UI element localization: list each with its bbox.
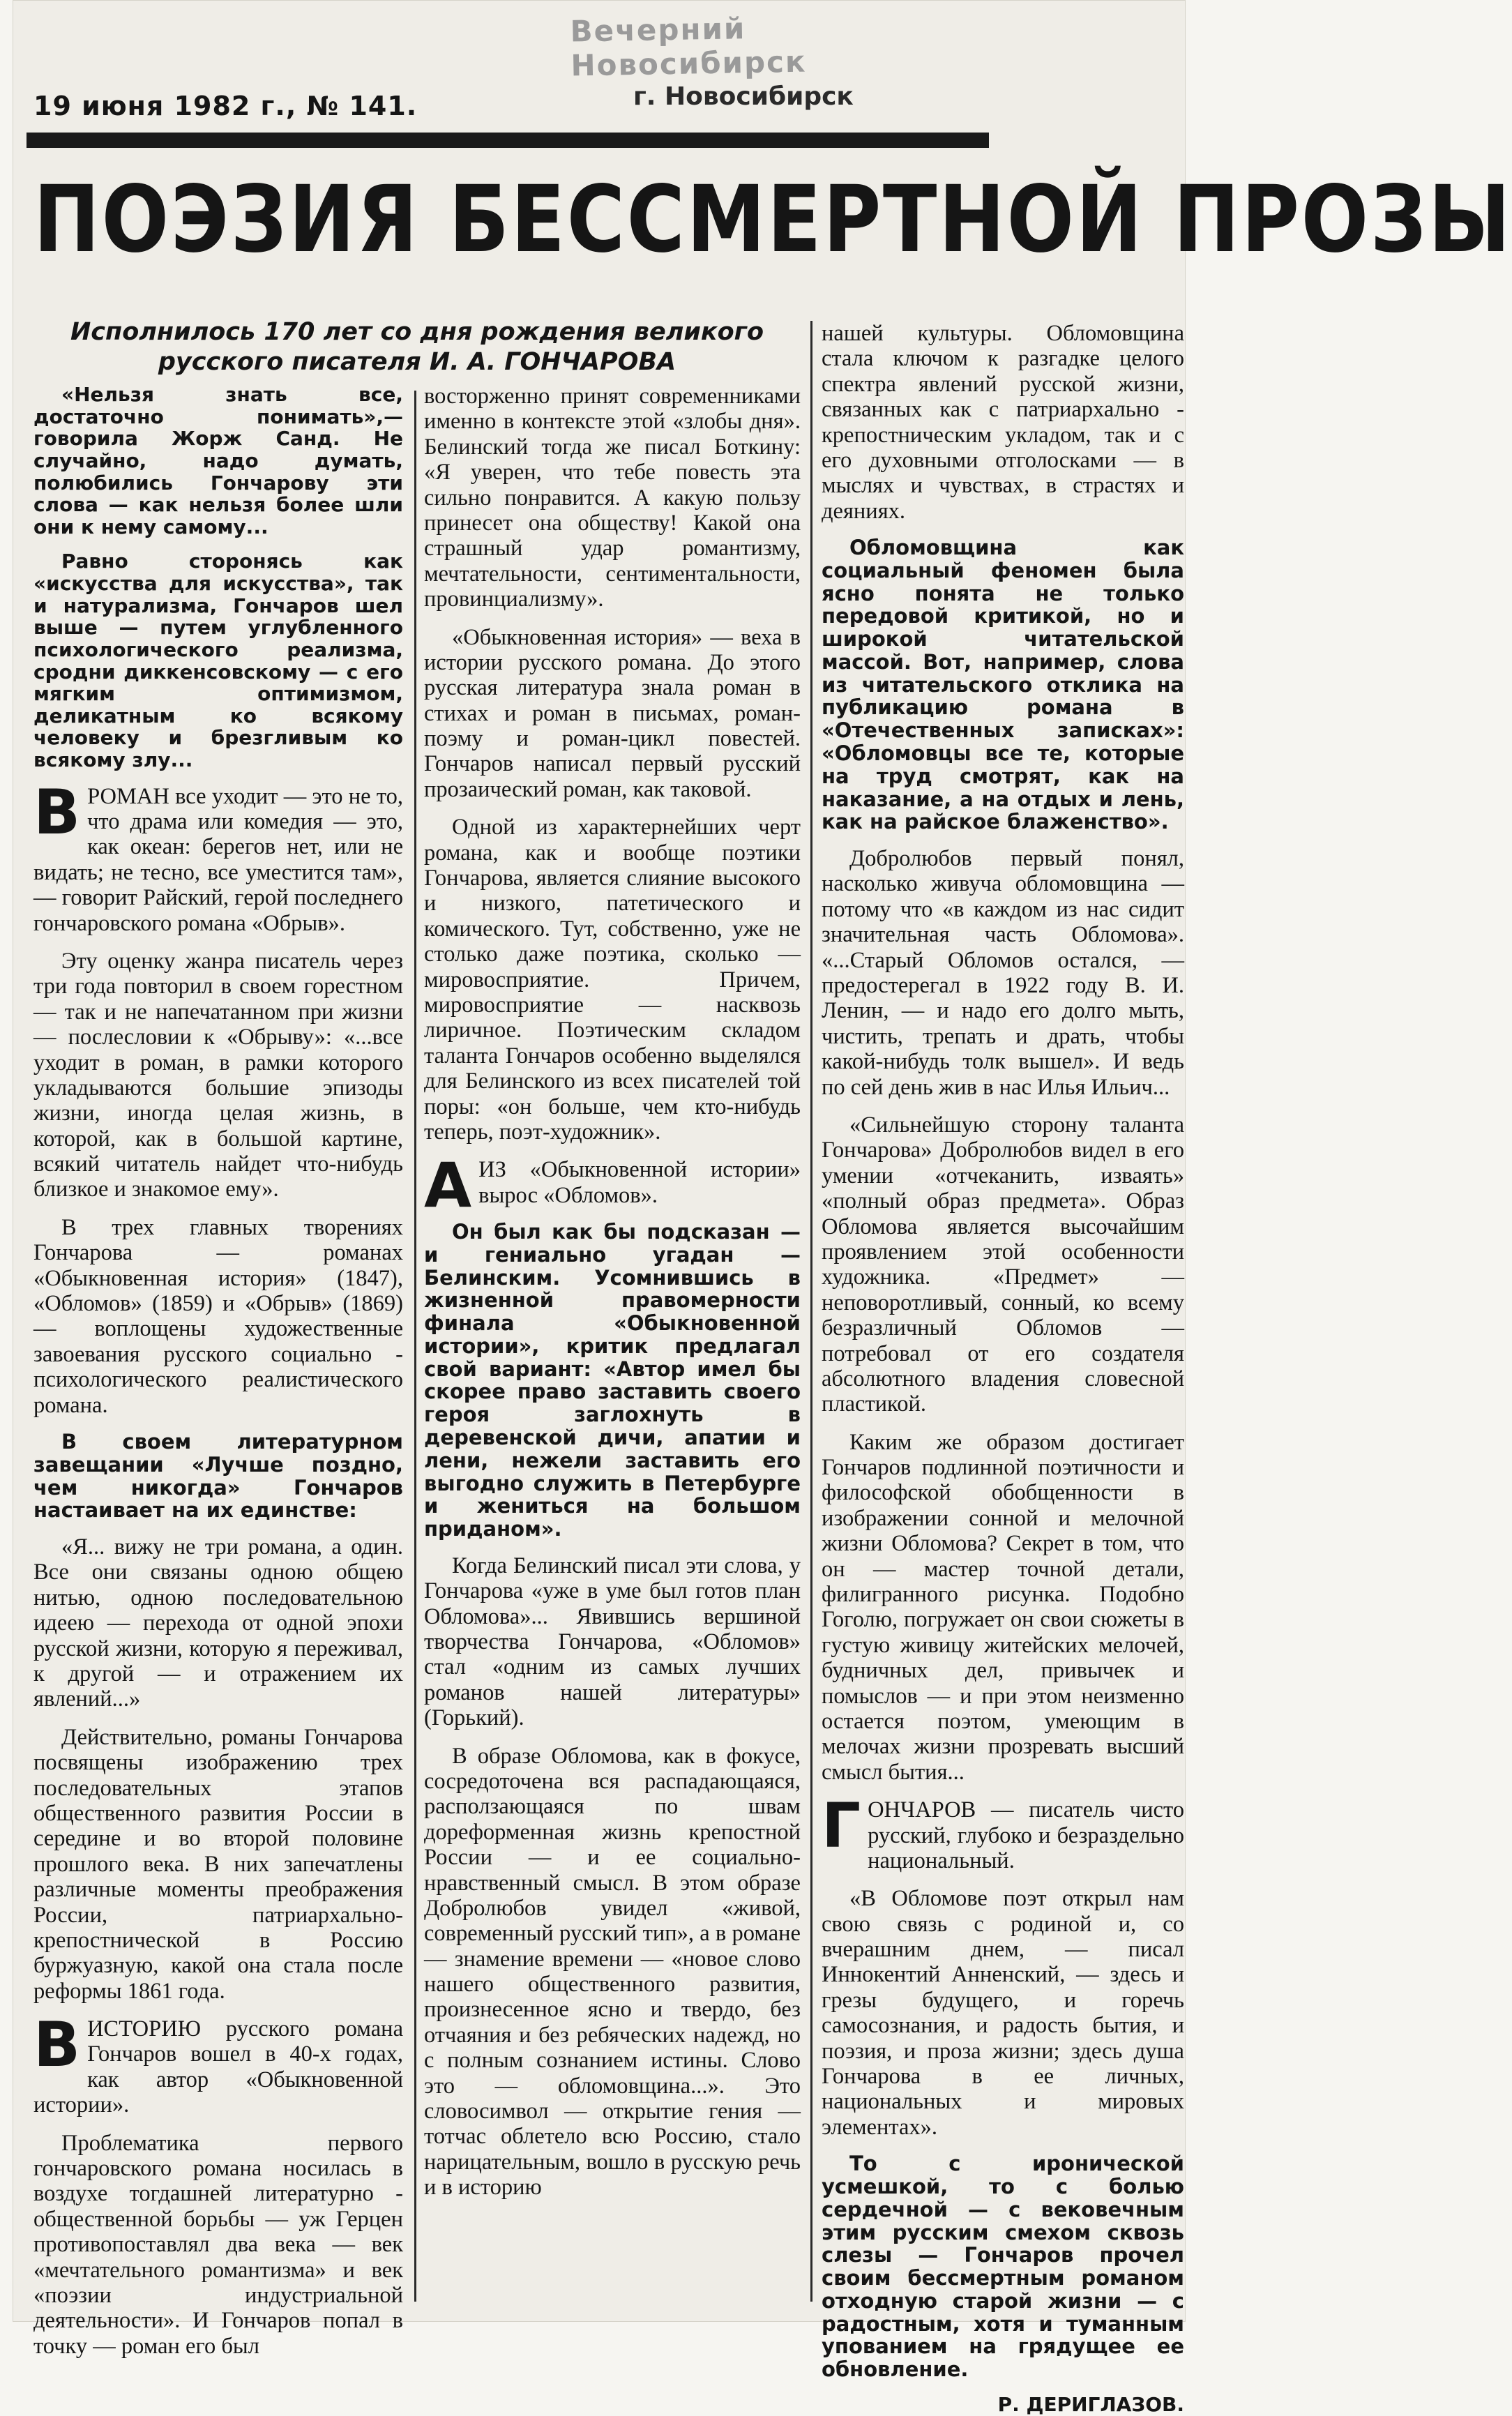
newspaper-stamp [570,11,933,111]
dateline: 19 июня 1982 г., № 141. [33,91,418,121]
header-rule [27,133,989,148]
paragraph: «Я... вижу не три романа, а один. Все они связаны одною общею нитью, одною последовательною идеею — перехода от одной эпохи русской жизни, которую я переживал, к другой — и отражением их явлений...» [33,1534,403,1712]
paragraph: Каким же образом достигает Гончаров подлинной поэтичности и философской обобщенности в изображении сонной и мелочной жизни Обломова? Секрет в том, что он — мастер точной детали, филигранного рисунка. Подобно Гоголю, погружает он свои сюжеты в густую живицу житейских мелочей, будничных дел, привычек и помыслов — и при этом неизменно остается поэтом, умеющим в мелочах жизни прозревать высший смысл бытия... [822,1429,1184,1785]
paragraph [424,1149,801,1222]
paragraph-text: РОМАН все уходит — это не то, что драма или комедия — это, как океан: берегов нет, или не видать; не тесно, все уместится там», — говорит Райский, герой последнего гончаровского романа «Обрыв». [33,783,403,936]
intro [33,384,403,771]
paragraph-text: ОНЧАРОВ — писатель чисто русский, глубоко и безраздельно национальный. [868,1797,1184,1873]
paragraph: «Сильнейшую сторону таланта Гончарова» Добролюбов видел в его умении «отчеканить, изваять» «полный образ предмета». Образ Обломова является высочайшим проявлением этой особенности художника. «Предмет» — неповоротливый, сонный, ко всему безразличный Обломов — потребовал от его создателя абсолютного владения словесной пластикой. [822,1112,1184,1417]
paragraph: В своем литературном завещании «Лучше поздно, чем никогда» Гончаров настаивает на их единстве: [33,1430,403,1523]
newspaper-clipping [13,0,1512,2416]
stamp-city: г. Новосибирск [633,82,854,111]
paragraph-text: ИСТОРИЮ русского романа Гончаров вошел в 40-х годах, как автор «Обыкновенной истории». [33,2016,403,2118]
drop-cap: В [33,776,81,848]
paragraph [822,1790,1184,1873]
paragraph: Действительно, романы Гончарова посвящены изображению трех последовательных этапов общественного развития России в середине и во второй половине прошлого века. В них запечатлены различные моменты преображения России, патриархально-крепостнической в Россию буржуазную, какой она стала после реформы 1861 года. [33,1724,403,2004]
paragraph: Добролюбов первый понял, насколько живуча обломовщина — потому что «в каждом из нас сидит значительная часть Обломова». «...Старый Обломов остался, — предостерегал в 1922 году В. И. Ленин, — и надо его долго мыть, чистить, трепать и драть, чтобы какой-нибудь толк вышел». И ведь по сей день жив в нас Илья Ильич... [822,846,1184,1100]
intro-paragraph: Равно сторонясь как «искусства для искусства», так и натурализма, Гончаров шел выше — путем углубленного психологического реализма, сродни диккенсовскому — с его мягким оптимизмом, деликатным ко всякому человеку и брезгливым ко всякому злу... [33,550,403,771]
paragraph: В образе Обломова, как в фокусе, сосредоточена вся распадающаяся, расползающаяся по швам дореформенная жизнь крепостной России — и ее социально-нравственный смысл. В этом образе Добролюбов увидел «живой, современный русский тип», а в романе — знамение времени — «новое слово нашего общественного развития, произнесенное ясно и твердо, без отчаяния и без ребяческих надежд, но с полным сознанием истины. Слово это — обломовщина...». Это словосимвол — открытие гения — тотчас облетело всю Россию, стало нарицательным, вошло в русскую речь и в историю [424,1743,801,2200]
paragraph: Проблематика первого гончаровского романа носилась в воздухе тогдашней литературно - общественной борьбы — уж Герцен противопоставлял два века — век «мечтательного романтизма» и век «поэзии индустриальной деятельности». И Гончаров попал в точку — роман его был [33,2130,403,2359]
paragraph: В трех главных творениях Гончарова — романах «Обыкновенная история» (1847), «Обломов» (1859) и «Обрыв» (1869) — воплощены художественные завоевания русского социально - психологического реалистического романа. [33,1214,403,1418]
paragraph: То с иронической усмешкой, то с болью сердечной — с вековечным этим русским смехом сквозь слезы — Гончаров прочел своим бессмертным романом отходную старой жизни — с радостным, хотя и туманным упованием на грядущее ее обновление. [822,2152,1184,2382]
column-1 [33,307,403,2359]
stamp-newspaper-name: Вечерний Новосибирск [570,11,807,83]
column-3 [822,321,1184,2416]
paragraph: восторженно принят современниками именно в контексте этой «злобы дня». Белинский тогда же писал Боткину: «Я уверен, что тебе повесть эта сильно понравится. А какую пользу принесет она обществу! Какой она страшный удар романтизму, мечтательности, сентиментальности, провинциализму». [424,384,801,612]
headline: ПОЭЗИЯ БЕССМЕРТНОЙ ПРОЗЫ [33,166,1512,273]
drop-cap: Г [822,1790,861,1862]
author-signature: Р. ДЕРИГЛАЗОВ. [997,2392,1184,2416]
drop-cap: В [33,2009,81,2081]
paragraph-text: ИЗ «Обыкновенной истории» вырос «Обломов». [478,1157,801,1208]
paragraph: нашей культуры. Обломовщина стала ключом к разгадке целого спектра явлений русской жизни, связанных как с патриархально - крепостническим укладом, так и с его духовными отголосками — в мыслях и чувствах, в страстях и деяниях. [822,321,1184,524]
paragraph [33,2009,403,2118]
subhead: Исполнилось 170 лет со дня рождения великого русского писателя И. А. ГОНЧАРОВА [70,318,764,376]
paragraph: Когда Белинский писал эти слова, у Гончарова «уже в уме был готов план Обломова»... Явившись вершиной творчества Гончарова, «Обломов» стал «одним из самых лучших романов нашей литературы» (Горький). [424,1553,801,1731]
article-body [33,307,1191,2416]
column-divider [810,321,812,2302]
paragraph [33,776,403,936]
paragraph: Обломовщина как социальный феномен была ясно понята не только передовой критикой, но и широкой читательской массой. Вот, например, слова из читательского отклика на публикацию романа в «Отечественных записках»: «Обломовцы все те, которые на труд смотрят, как на наказание, а на отдых и лень, как на райское блаженство». [822,536,1184,834]
column-divider [414,391,416,2302]
paragraph: Он был как бы подсказан — и гениально угадан — Белинским. Усомнившись в жизненной правомерности финала «Обыкновенной истории», критик предлагал свой вариант: «Автор имел бы скорее право заставить своего героя заглохнуть в деревенской дичи, апатии и лени, нежели заставить его выгодно служить в Петербурге и жениться на большом приданом». [424,1220,801,1541]
column-2 [424,384,801,2309]
paragraph: Одной из характернейших черт романа, как и вообще поэтики Гончарова, является слияние высокого и низкого, патетического и комического. Тут, собственно, уже не столько даже поэтика, сколько — мировосприятие. Причем, мировосприятие — насквозь лиричное. Поэтическим складом таланта Гончаров особенно выделялся для Белинского из всех писателей той поры: «он больше, чем кто-нибудь теперь, поэт-художник». [424,815,801,1145]
drop-cap: А [424,1149,472,1222]
paragraph: Эту оценку жанра писатель через три года повторил в своем горестном — так и не напечатанном при жизни — послесловии к «Обрыву»: «...все уходит в роман, в рамки которого укладываются большие эпизоды жизни, иногда целая жизнь, в которой, как в большой картине, всякий читатель найдет что-нибудь близкое и знакомое ему». [33,948,403,1202]
intro-paragraph: «Нельзя знать все, достаточно понимать»,— говорила Жорж Санд. Не случайно, надо думать, полюбились Гончарову эти слова — как нельзя более шли они к нему самому... [33,383,403,538]
paragraph: «Обыкновенная история» — веха в истории русского романа. До этого русская литература знала роман в стихах и роман в письмах, роман-поэму и роман-цикл повестей. Гончаров написал первый русский прозаический роман, как таковой. [424,624,801,802]
paragraph: «В Обломове поэт открыл нам свою связь с родиной и, со вчерашним днем, — писал Иннокентий Анненский, — здесь и грезы будущего, и горечь самосознания, и радость бытия, и поэзия, и проза жизни; здесь душа Гончарова в ее личных, национальных и мировых элементах». [822,1886,1184,2140]
